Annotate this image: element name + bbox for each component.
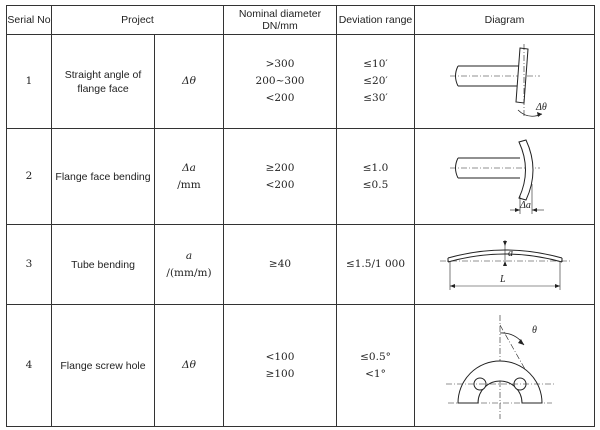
- bending-label: Δa: [519, 199, 531, 211]
- deviation-cell: ≤0.5° <1°: [337, 305, 415, 427]
- header-diameter: Nominal diameter DN/mm: [224, 6, 337, 35]
- symbol-cell: a /(mm/m): [155, 225, 224, 305]
- diameter-cell: ≥200 <200: [224, 129, 337, 225]
- flange-angle-diagram: [440, 40, 570, 124]
- project-cell: Flange face bending: [52, 129, 155, 225]
- tube-bending-diagram: [440, 232, 570, 298]
- diagram-cell: [415, 305, 595, 427]
- header-serial: Serial No: [7, 6, 52, 35]
- deviation-cell: ≤10′ ≤20′ ≤30′: [337, 35, 415, 129]
- table-row: [7, 35, 595, 129]
- serial-cell: 2: [7, 129, 52, 225]
- screw-hole-diagram: [440, 311, 570, 421]
- serial-cell: 4: [7, 305, 52, 427]
- serial-cell: 1: [7, 35, 52, 129]
- diagram-cell: [415, 225, 595, 305]
- diagram-cell: [415, 35, 595, 129]
- theta-label: θ: [531, 324, 537, 336]
- bending-a-label: a: [507, 247, 513, 259]
- header-deviation: Deviation range: [337, 6, 415, 35]
- flange-bending-diagram: [440, 134, 570, 220]
- symbol-cell: Δθ: [155, 305, 224, 427]
- project-cell: Flange screw hole: [52, 305, 155, 427]
- header-project: Project: [52, 6, 224, 35]
- serial-cell: 3: [7, 225, 52, 305]
- header-diagram: Diagram: [415, 6, 595, 35]
- project-cell: Straight angle of flange face: [52, 35, 155, 129]
- angle-label: Δθ: [535, 101, 547, 113]
- diameter-cell: <100 ≥100: [224, 305, 337, 427]
- diameter-cell: ≥40: [224, 225, 337, 305]
- table-row: [7, 129, 595, 225]
- symbol-cell: Δa /mm: [155, 129, 224, 225]
- diagram-cell: [415, 129, 595, 225]
- symbol-cell: Δθ: [155, 35, 224, 129]
- header-row: [7, 6, 595, 35]
- table-row: [7, 305, 595, 427]
- deviation-cell: ≤1.5/1 000: [337, 225, 415, 305]
- project-cell: Tube bending: [52, 225, 155, 305]
- length-label: L: [499, 273, 506, 285]
- deviation-cell: ≤1.0 ≤0.5: [337, 129, 415, 225]
- table-row: [7, 225, 595, 305]
- diameter-cell: >300 200~300 <200: [224, 35, 337, 129]
- deviation-table: [6, 5, 595, 427]
